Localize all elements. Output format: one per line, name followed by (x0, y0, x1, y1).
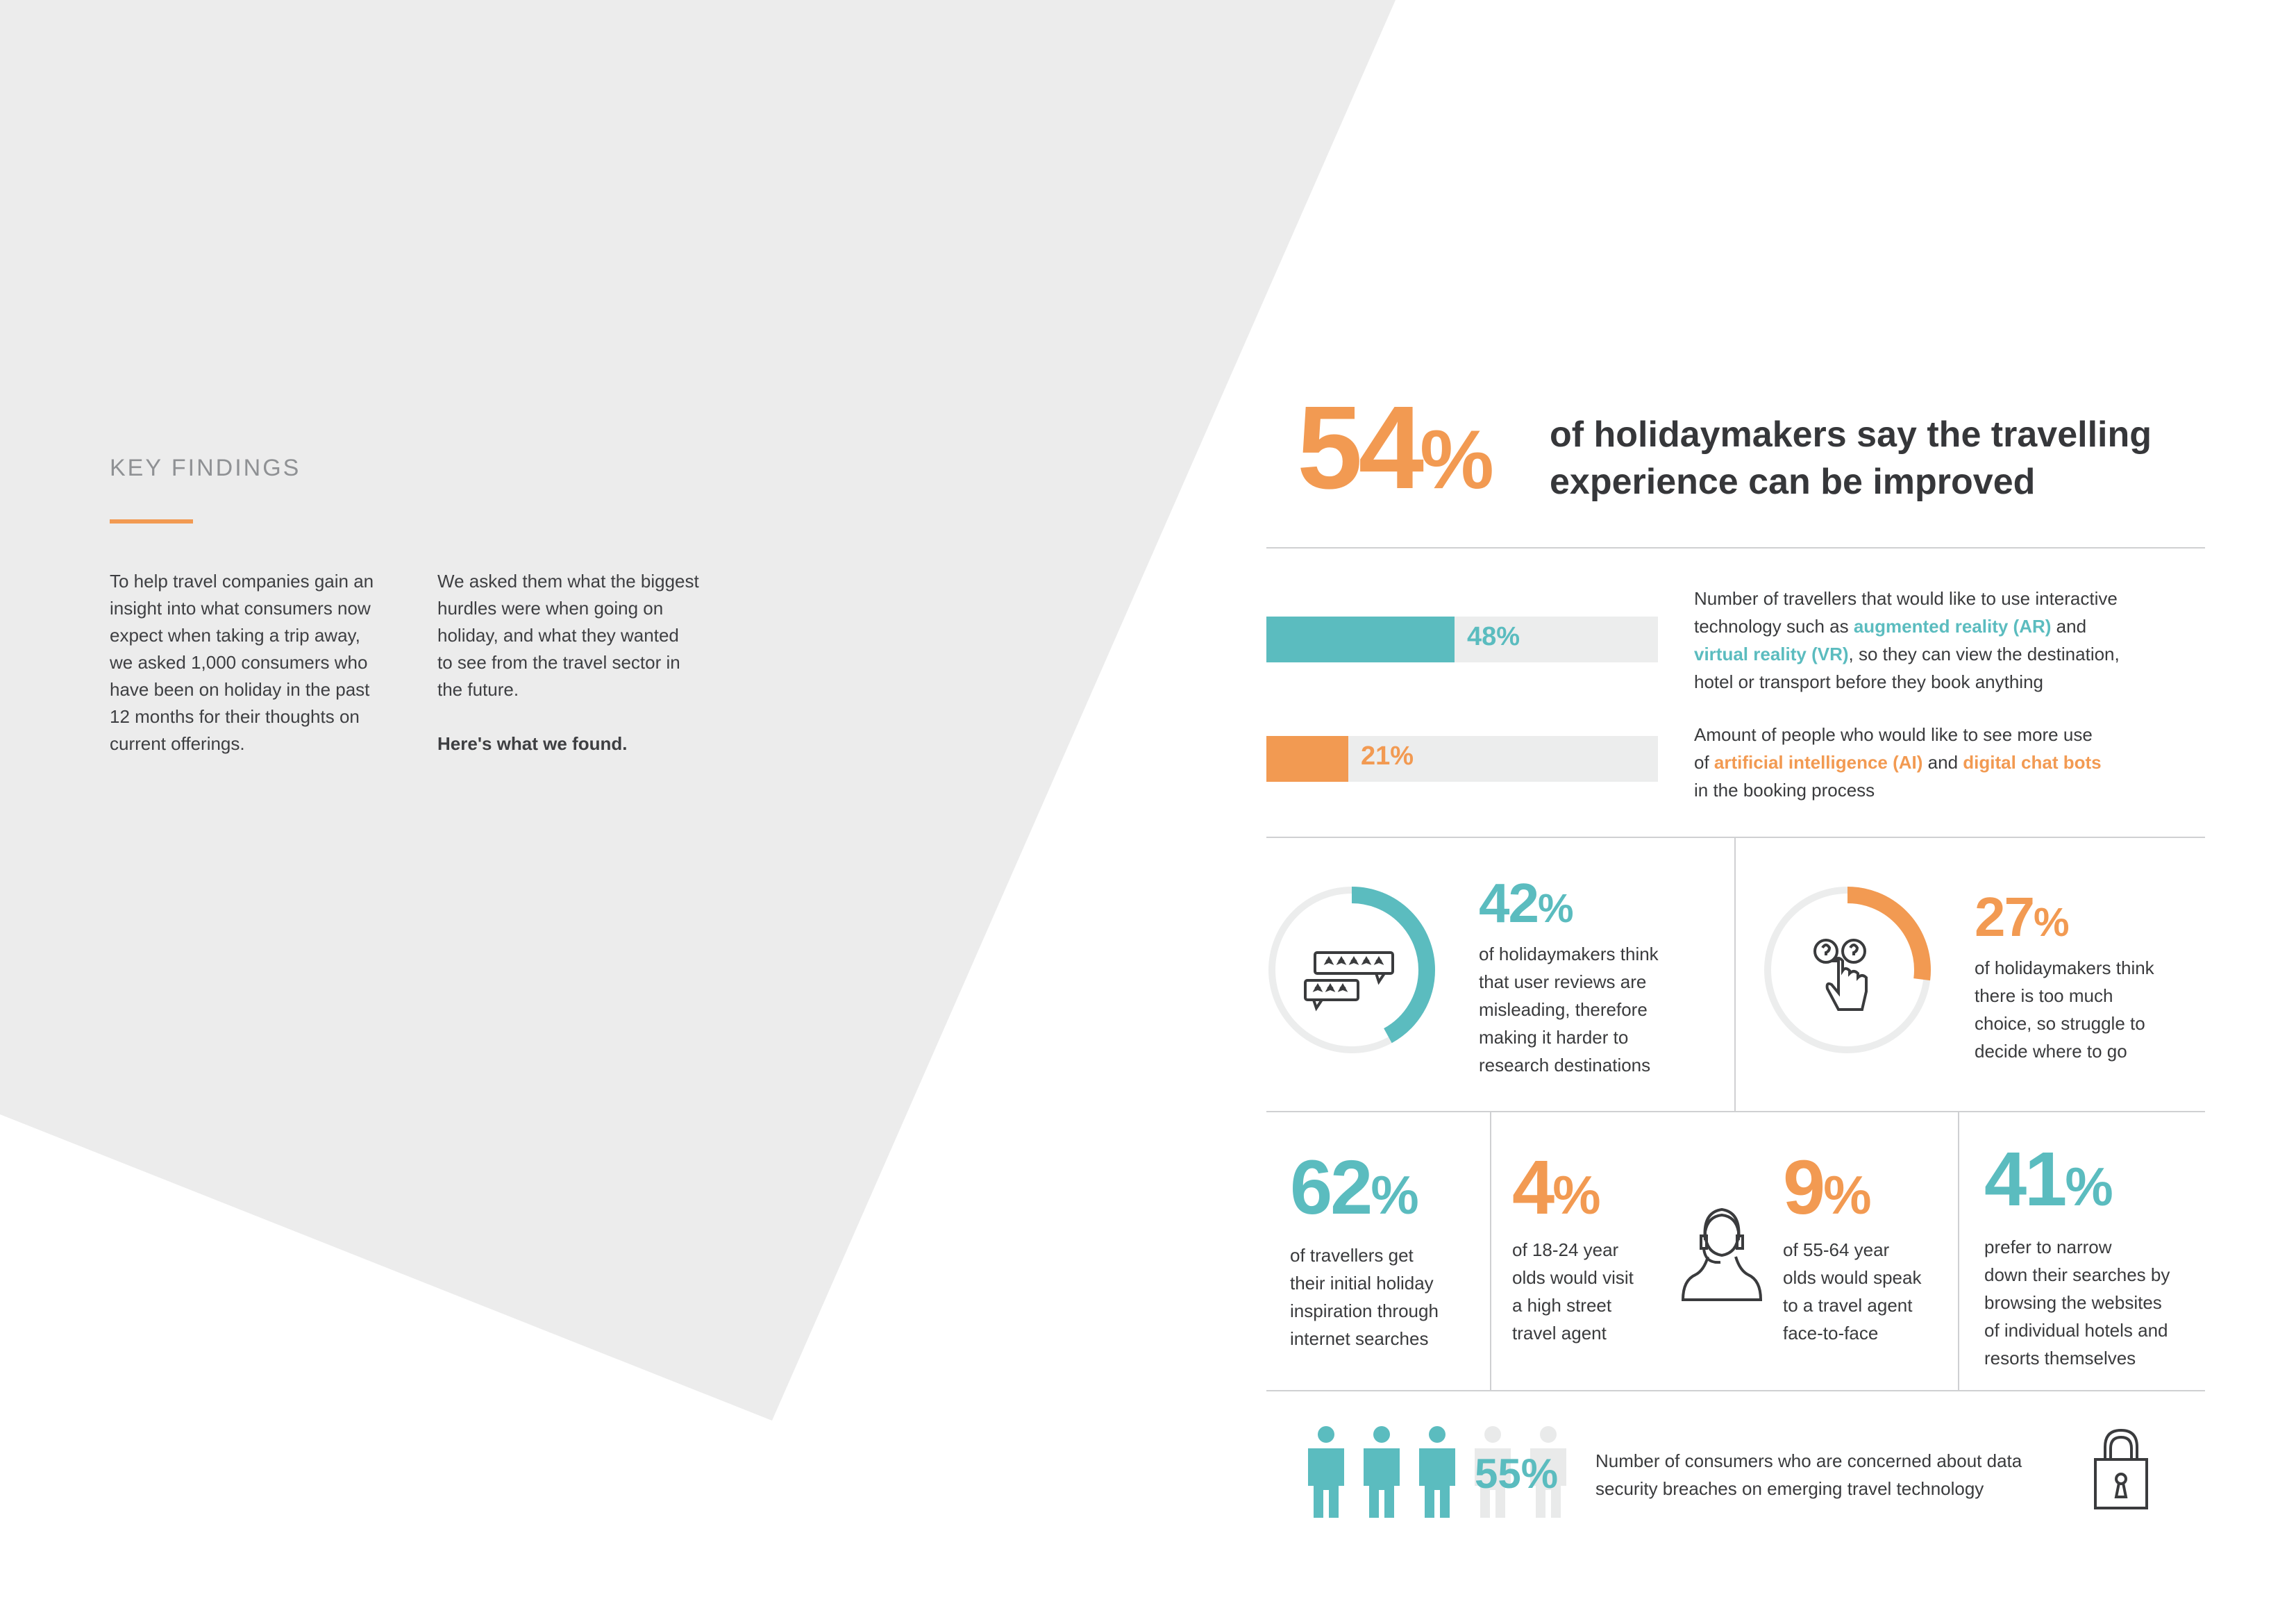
bar-track-ar-vr (1266, 617, 1658, 662)
highlight-vr: virtual reality (VR) (1694, 644, 1849, 664)
bar-description-ai (1694, 721, 2208, 804)
hero-line-2: experience can be improved (1550, 462, 2036, 502)
stat-line: of 55-64 year (1783, 1239, 1890, 1260)
desc-text: and (1922, 752, 1963, 773)
stat-text (1290, 1241, 1484, 1353)
desc-text: , so they can view the destination, (1848, 644, 2120, 664)
bar-label-ar-vr: 48% (1467, 622, 1520, 651)
divider-vertical (1490, 1111, 1491, 1390)
bar-label-ai: 21% (1361, 742, 1414, 771)
stat-line: there is too much (1975, 985, 2113, 1006)
stat-line: of individual hotels and (1984, 1320, 2168, 1341)
highlight-chatbots: digital chat bots (1963, 752, 2102, 773)
stat-value: 62 (1290, 1145, 1371, 1230)
question-pointer-icon (1815, 940, 1866, 1010)
hero-line-1: of holidaymakers say the travelling (1550, 415, 2152, 455)
stat-choice (1975, 886, 2204, 1065)
divider (1266, 1390, 2205, 1391)
security-line: Number of consumers who are concerned about data (1595, 1450, 2022, 1471)
desc-text: in the booking process (1694, 780, 1875, 801)
intro-line: expect when taking a trip away, (110, 625, 360, 646)
stat-line: decide where to go (1975, 1041, 2127, 1062)
stat-line: research destinations (1479, 1055, 1651, 1075)
stat-line: of holidaymakers think (1975, 957, 2154, 978)
stat-line: that user reviews are (1479, 971, 1647, 992)
stat-line: resorts themselves (1984, 1348, 2136, 1368)
stat-line: of travellers get (1290, 1245, 1414, 1266)
stat-number (1290, 1145, 1484, 1233)
intro-line: holiday, and what they wanted (437, 625, 679, 646)
stat-percent: % (1371, 1164, 1417, 1225)
stat-line: inspiration through (1290, 1300, 1439, 1321)
desc-text: and (2051, 616, 2087, 637)
stat-line: travel agent (1512, 1323, 1607, 1343)
stat-percent: % (2065, 1156, 2111, 1217)
desc-text: Amount of people who would like to see more use (1694, 724, 2093, 745)
security-line: security breaches on emerging travel technology (1595, 1478, 1984, 1499)
bar-fill-ai (1266, 736, 1348, 782)
stat-reviews (1479, 872, 1715, 1079)
stat-line: of 18-24 year (1512, 1239, 1619, 1260)
stat-line: browsing the websites (1984, 1292, 2162, 1313)
stat-line: misleading, therefore (1479, 999, 1648, 1020)
stat-line: their initial holiday (1290, 1273, 1434, 1294)
stat-percent: % (1552, 1164, 1599, 1225)
intro-column-1 (110, 568, 401, 757)
intro-line: the future. (437, 679, 519, 700)
stat-line: down their searches by (1984, 1264, 2170, 1285)
divider (1266, 837, 2205, 838)
bar-description-ar-vr (1694, 585, 2208, 696)
highlight-ar: augmented reality (AR) (1853, 616, 2052, 637)
donut-arc (1277, 895, 1427, 1045)
donut-chart-reviews (1265, 883, 1439, 1057)
stat-line: making it harder to (1479, 1027, 1629, 1048)
stat-percent: % (1537, 886, 1573, 931)
stat-browsing (1984, 1137, 2205, 1372)
padlock-icon (2090, 1423, 2152, 1514)
stat-line: prefer to narrow (1984, 1237, 2112, 1257)
stat-value: 4 (1512, 1145, 1553, 1230)
hero-number: 54 (1297, 382, 1421, 514)
stat-line: choice, so struggle to (1975, 1013, 2145, 1034)
bar-track-ai (1266, 736, 1658, 782)
stat-line: face-to-face (1783, 1323, 1879, 1343)
stat-text (1783, 1236, 1956, 1347)
highlight-ai: artificial intelligence (AI) (1713, 752, 1923, 773)
stat-line: internet searches (1290, 1328, 1429, 1349)
stat-line: olds would visit (1512, 1267, 1634, 1288)
stat-number (1479, 872, 1715, 940)
intro-line: current offerings. (110, 733, 245, 754)
stat-text (1479, 940, 1715, 1079)
person-figure (1364, 1426, 1400, 1518)
divider-vertical (1958, 1111, 1959, 1390)
divider (1266, 1111, 2205, 1112)
stat-young-agent (1512, 1145, 1679, 1347)
bar-fill-ar-vr (1266, 617, 1455, 662)
security-stat: 55% (1475, 1450, 1559, 1497)
desc-text: of (1694, 752, 1714, 773)
intro-line: we asked 1,000 consumers who (110, 652, 368, 673)
stat-number (1984, 1137, 2205, 1225)
stat-line: to a travel agent (1783, 1295, 1913, 1316)
intro-line: insight into what consumers now (110, 598, 371, 619)
hero-stat (1297, 382, 1490, 519)
stat-line: a high street (1512, 1295, 1612, 1316)
intro-conclusion: Here's what we found. (437, 733, 628, 754)
stat-text (1975, 954, 2204, 1065)
stat-value: 42 (1479, 872, 1538, 934)
stat-number (1783, 1145, 1956, 1233)
intro-line: hurdles were when going on (437, 598, 664, 619)
stat-older-agent (1783, 1145, 1956, 1347)
stat-percent: % (1823, 1164, 1870, 1225)
hero-text (1550, 411, 2209, 505)
intro-line: to see from the travel sector in (437, 652, 680, 673)
stat-number (1512, 1145, 1679, 1233)
stat-line: olds would speak (1783, 1267, 1922, 1288)
divider (1266, 547, 2205, 549)
intro-line: We asked them what the biggest (437, 571, 699, 592)
security-text (1595, 1447, 2081, 1502)
desc-text: technology such as (1694, 616, 1854, 637)
hero-percent-sign: % (1420, 413, 1490, 506)
stat-inspiration (1290, 1145, 1484, 1353)
stat-value: 41 (1984, 1137, 2065, 1222)
stat-value: 9 (1783, 1145, 1824, 1230)
review-stars-icon (1305, 953, 1393, 1008)
stat-value: 27 (1975, 886, 2034, 948)
title-underline (110, 519, 193, 524)
person-figure (1308, 1426, 1344, 1518)
person-figure (1419, 1426, 1455, 1518)
stat-text (1984, 1233, 2205, 1372)
intro-line: To help travel companies gain an (110, 571, 374, 592)
intro-line: 12 months for their thoughts on (110, 706, 360, 727)
headset-agent-icon (1680, 1197, 1763, 1301)
stat-line: of holidaymakers think (1479, 944, 1659, 964)
divider-vertical (1734, 837, 1736, 1111)
stat-number (1975, 886, 2204, 954)
desc-text: hotel or transport before they book anything (1694, 671, 2043, 692)
desc-text: Number of travellers that would like to use interactive (1694, 588, 2118, 609)
key-findings-title: KEY FINDINGS (110, 455, 301, 481)
intro-column-2 (437, 568, 729, 757)
stat-text (1512, 1236, 1679, 1347)
stat-percent: % (2033, 900, 2068, 945)
donut-chart-choice (1761, 883, 1934, 1057)
intro-line: have been on holiday in the past (110, 679, 370, 700)
